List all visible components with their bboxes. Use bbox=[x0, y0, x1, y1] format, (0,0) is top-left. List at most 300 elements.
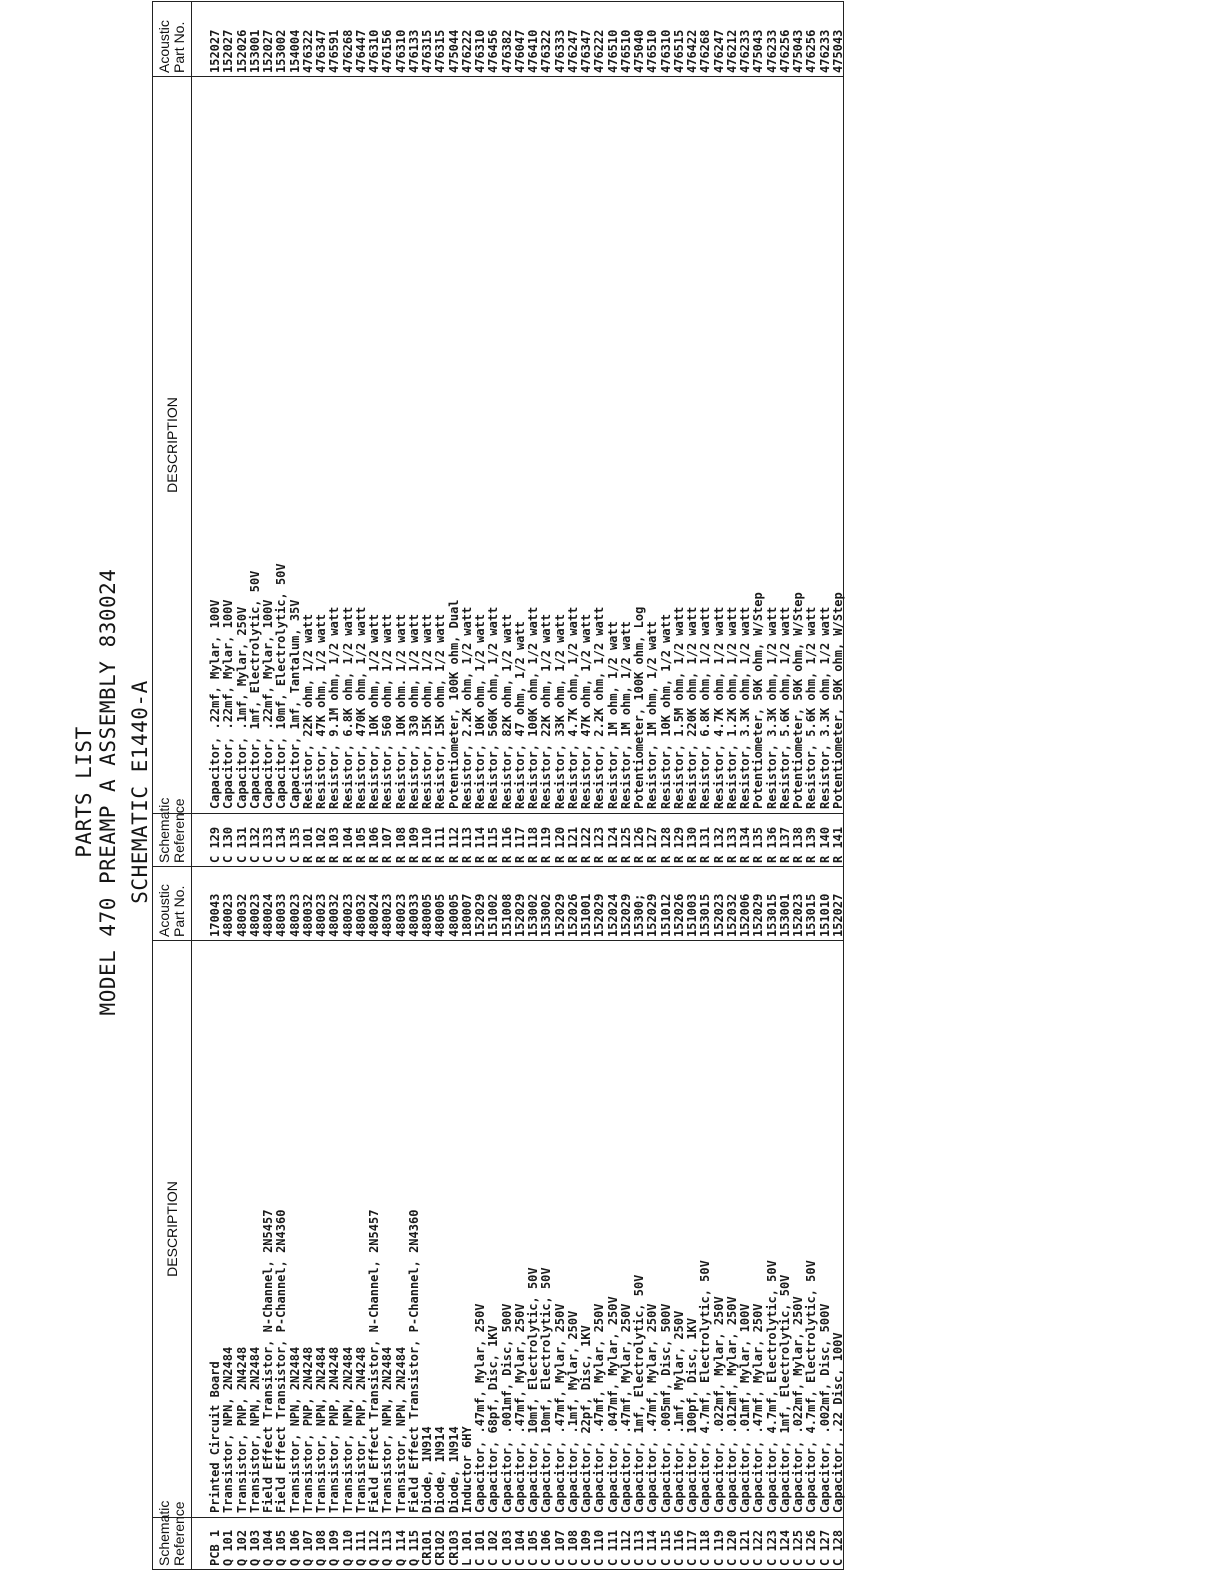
cell-description: Transistor, NPN, 2N2484 bbox=[340, 1346, 355, 1513]
cell-description: Transistor, PNP, 2N4248 bbox=[327, 1346, 342, 1513]
cell-reference: R 119 bbox=[539, 826, 554, 863]
table-row bbox=[726, 2, 739, 866]
cell-description: Capacitor, .47mf, Mylar, 250V bbox=[645, 1303, 660, 1513]
table-row bbox=[686, 2, 699, 866]
table-row bbox=[328, 866, 341, 1569]
cell-reference: R 135 bbox=[751, 826, 766, 863]
cell-description: Capacitor, 1mf, Tantalum, 35V bbox=[287, 599, 302, 809]
cell-description: Capacitor, .01mf, Mylar, 100V bbox=[738, 1303, 752, 1513]
table-row bbox=[832, 866, 845, 1569]
table-row bbox=[315, 866, 328, 1569]
cell-reference: C 118 bbox=[698, 1529, 713, 1566]
table-row bbox=[262, 866, 275, 1569]
cell-description: Field Effect Transistor, P-Channel, 2N4360 bbox=[406, 1209, 421, 1513]
table-row bbox=[487, 2, 500, 866]
cell-description: Resistor, 10K ohm. 1/2 watt bbox=[393, 613, 408, 809]
cell-description: Resistor, 560K ohm, 1/2 watt bbox=[486, 606, 501, 809]
cell-part-no: 476510 bbox=[605, 29, 620, 73]
header-schematic-reference: Schematic Reference bbox=[156, 797, 187, 863]
cell-description: Capacitor, 68pf, Disc, 1KV bbox=[486, 1325, 501, 1513]
cell-description: Resistor, 9.1M ohm, 1/2 watt bbox=[327, 606, 342, 809]
table-row bbox=[434, 2, 447, 866]
cell-description: Capacitor, .47mf, Mylar, 250V bbox=[592, 1303, 607, 1513]
table-row bbox=[262, 2, 275, 866]
cell-part-no: 476333 bbox=[552, 29, 567, 73]
parts-table-left bbox=[152, 865, 844, 1570]
cell-reference: CR101 bbox=[420, 1529, 434, 1566]
table-row bbox=[487, 866, 500, 1569]
cell-description: Transistor, NPN, 2N2484 bbox=[380, 1346, 395, 1513]
cell-part-no: 476133 bbox=[406, 29, 421, 73]
table-row bbox=[713, 2, 726, 866]
cell-part-no: 152026 bbox=[565, 893, 580, 937]
cell-part-no: 476247 bbox=[711, 29, 726, 73]
cell-reference: C 111 bbox=[605, 1529, 620, 1566]
cell-reference: R 134 bbox=[738, 826, 752, 863]
cell-description: Resistor, 560 ohm, 1/2 watt bbox=[380, 613, 395, 809]
cell-part-no: 152024 bbox=[605, 893, 620, 937]
cell-description: Capacitor, .005mf, Disc, 500V bbox=[658, 1303, 673, 1513]
table-row bbox=[739, 866, 752, 1569]
cell-part-no: 152029 bbox=[618, 893, 633, 937]
cell-part-no: 475043 bbox=[751, 29, 766, 73]
cell-part-no: 476315 bbox=[420, 29, 434, 73]
cell-description: Resistor, 1M ohm, 1/2 watt bbox=[645, 621, 660, 809]
table-row bbox=[381, 866, 394, 1569]
cell-part-no: 151003 bbox=[685, 893, 699, 937]
cell-description: Capacitor, 100pf, Disc, 1KV bbox=[685, 1317, 699, 1513]
cell-reference: C 122 bbox=[751, 1529, 766, 1566]
cell-description: Resistor, 47K ohm, 1/2 watt bbox=[314, 613, 328, 809]
cell-description: Capacitor, .001mf, Disc, 500V bbox=[499, 1303, 514, 1513]
cell-reference: R 101 bbox=[300, 826, 315, 863]
cell-description: Resistor, 4.7K ohm, 1/2 watt bbox=[565, 606, 580, 809]
cell-reference: C 105 bbox=[526, 1529, 540, 1566]
cell-description: Resistor, 6.8K ohm, 1/2 watt bbox=[340, 606, 355, 809]
cell-part-no: 480032 bbox=[300, 893, 315, 937]
cell-description: Capacitor, 4.7mf, Electrolytic, 50V bbox=[764, 1260, 779, 1513]
cell-description: Capacitor, .1mf, Mylar, 250V bbox=[565, 1310, 580, 1513]
cell-description: Transistor, PNP, 2N4248 bbox=[353, 1346, 368, 1513]
cell-description: Field Effect Transistor, N-Channel, 2N5457 bbox=[367, 1209, 381, 1513]
cell-reference: PCB 1 bbox=[208, 1529, 222, 1566]
cell-part-no: 480005 bbox=[433, 893, 448, 937]
cell-reference: Q 101 bbox=[221, 1529, 236, 1566]
cell-part-no: 153015 bbox=[804, 893, 819, 937]
table-row bbox=[514, 866, 527, 1569]
cell-part-no: 152029 bbox=[512, 893, 527, 937]
cell-description: Capacitor, 4.7mf, Electrolytic, 50V bbox=[804, 1260, 819, 1513]
cell-reference: C 124 bbox=[777, 1529, 792, 1566]
cell-part-no: 476256 bbox=[804, 29, 819, 73]
cell-description: Transistor, NPN, 2N2484 bbox=[393, 1346, 408, 1513]
cell-description: Resistor, 220K ohm, 1/2 watt bbox=[685, 606, 699, 809]
table-row bbox=[222, 866, 235, 1569]
cell-reference: R 110 bbox=[420, 826, 434, 863]
cell-description: Resistor, 330 ohm, 1/2 watt bbox=[406, 613, 421, 809]
cell-description: Resistor, 2.2K ohm, 1/2 watt bbox=[592, 606, 607, 809]
cell-part-no: 152027 bbox=[221, 29, 236, 73]
cell-reference: R 105 bbox=[353, 826, 368, 863]
cell-description: Capacitor, 1mf, Electrolytic, 50V bbox=[632, 1274, 646, 1513]
cell-description: Resistor, 470K ohm, 1/2 watt bbox=[353, 606, 368, 809]
cell-reference: R 122 bbox=[579, 826, 593, 863]
cell-reference: Q 107 bbox=[300, 1529, 315, 1566]
cell-description: Resistor, 2.2K ohm, 1/2 watt bbox=[459, 606, 474, 809]
cell-reference: R 108 bbox=[393, 826, 408, 863]
cell-description: Resistor, 6.8K ohm, 1/2 watt bbox=[698, 606, 713, 809]
cell-description: Capacitor, .1mf, Mylar, 250V bbox=[671, 1310, 686, 1513]
cell-description: Diode, 1N914 bbox=[433, 1426, 448, 1513]
cell-reference: R 112 bbox=[446, 826, 461, 863]
cell-reference: C 127 bbox=[817, 1529, 832, 1566]
table-row bbox=[567, 866, 580, 1569]
cell-reference: C 110 bbox=[592, 1529, 607, 1566]
cell-description: Capacitor, .22mf, Mylar, 100V bbox=[208, 599, 222, 809]
cell-description: Diode, 1N914 bbox=[446, 1426, 461, 1513]
cell-part-no: 476310 bbox=[473, 29, 487, 73]
cell-reference: R 114 bbox=[473, 826, 487, 863]
cell-description: Transistor, NPN, 2N2484 bbox=[221, 1346, 236, 1513]
cell-description: Capacitor, .47mf, Mylar, 250V bbox=[512, 1303, 527, 1513]
table-row bbox=[726, 866, 739, 1569]
table-row bbox=[474, 866, 487, 1569]
cell-part-no: 476382 bbox=[499, 29, 514, 73]
cell-part-no: 480024 bbox=[261, 893, 275, 937]
cell-reference: R 109 bbox=[406, 826, 421, 863]
table-row bbox=[395, 866, 408, 1569]
table-row bbox=[289, 866, 302, 1569]
cell-description: Transistor, PNP, 2N4248 bbox=[234, 1346, 249, 1513]
table-row bbox=[646, 866, 659, 1569]
table-row bbox=[607, 866, 620, 1569]
cell-description: Capacitor, 10mf, Electrolytic, 50V bbox=[274, 563, 289, 809]
cell-part-no: 151008 bbox=[499, 893, 514, 937]
cell-reference: R 102 bbox=[314, 826, 328, 863]
cell-part-no: 480032 bbox=[327, 893, 342, 937]
cell-reference: R 138 bbox=[791, 826, 805, 863]
cell-reference: C 116 bbox=[671, 1529, 686, 1566]
cell-part-no: 480033 bbox=[406, 893, 421, 937]
cell-reference: R 132 bbox=[711, 826, 726, 863]
table-row bbox=[501, 2, 514, 866]
cell-part-no: 480024 bbox=[367, 893, 381, 937]
cell-reference: R 125 bbox=[618, 826, 633, 863]
cell-description: Potentiometer, 100K ohm, Log bbox=[632, 606, 646, 809]
cell-part-no: 476322 bbox=[539, 29, 554, 73]
table-row bbox=[514, 2, 527, 866]
cell-description: Capacitor, .22 Disc, 100V bbox=[830, 1332, 845, 1513]
table-row bbox=[792, 2, 805, 866]
cell-description: Capacitor, .022mf, Mylar, 250V bbox=[711, 1296, 726, 1513]
table-row bbox=[540, 2, 553, 866]
cell-reference: L 101 bbox=[459, 1529, 474, 1566]
cell-part-no: 180007 bbox=[459, 893, 474, 937]
cell-reference: Q 114 bbox=[393, 1529, 408, 1566]
table-row bbox=[580, 2, 593, 866]
cell-part-no: 476322 bbox=[300, 29, 315, 73]
cell-reference: Q 108 bbox=[314, 1529, 328, 1566]
cell-description: Capacitor, .47mf, Mylar, 250V bbox=[751, 1303, 766, 1513]
cell-reference: C 112 bbox=[618, 1529, 633, 1566]
cell-part-no: 480032 bbox=[353, 893, 368, 937]
cell-reference: Q 106 bbox=[287, 1529, 302, 1566]
cell-part-no: 476222 bbox=[592, 29, 607, 73]
cell-description: Capacitor, 10mf, Electrolytic, 50V bbox=[539, 1267, 554, 1513]
table-row bbox=[342, 2, 355, 866]
cell-description: Field Effect Transistor, N-Channel, 2N5457 bbox=[261, 1209, 275, 1513]
cell-description: Capacitor, .1mf, Mylar, 250V bbox=[234, 606, 249, 809]
table-row bbox=[779, 2, 792, 866]
cell-reference: C 115 bbox=[658, 1529, 673, 1566]
table-row bbox=[580, 866, 593, 1569]
table-body bbox=[209, 2, 845, 866]
cell-description: Resistor, 3.3K ohm, 1/2 watt bbox=[738, 606, 752, 809]
header-description: DESCRIPTION bbox=[163, 1181, 180, 1277]
cell-reference: R 120 bbox=[552, 826, 567, 863]
table-row bbox=[421, 2, 434, 866]
cell-reference: Q 112 bbox=[367, 1529, 381, 1566]
cell-part-no: 476212 bbox=[724, 29, 739, 73]
table-row bbox=[461, 2, 474, 866]
cell-reference: R 104 bbox=[340, 826, 355, 863]
cell-reference: C 134 bbox=[274, 826, 289, 863]
cell-reference: R 106 bbox=[367, 826, 381, 863]
cell-part-no: 152029 bbox=[645, 893, 660, 937]
cell-reference: C 119 bbox=[711, 1529, 726, 1566]
cell-part-no: 476233 bbox=[738, 29, 752, 73]
cell-part-no: 476456 bbox=[486, 29, 501, 73]
cell-reference: R 124 bbox=[605, 826, 620, 863]
header-part-no: Acoustic Part No. bbox=[156, 20, 187, 73]
table-row bbox=[713, 866, 726, 1569]
cell-reference: Q 105 bbox=[274, 1529, 289, 1566]
cell-part-no: 154004 bbox=[287, 29, 302, 73]
cell-part-no: 476422 bbox=[685, 29, 699, 73]
cell-reference: C 123 bbox=[764, 1529, 779, 1566]
table-row bbox=[739, 2, 752, 866]
cell-reference: C 103 bbox=[499, 1529, 514, 1566]
cell-part-no: 476256 bbox=[777, 29, 792, 73]
cell-description: Resistor, 4.7K ohm, 1/2 watt bbox=[711, 606, 726, 809]
table-row bbox=[593, 2, 606, 866]
cell-part-no: 480023 bbox=[287, 893, 302, 937]
cell-part-no: 152032 bbox=[724, 893, 739, 937]
table-row bbox=[302, 866, 315, 1569]
cell-reference: C 102 bbox=[486, 1529, 501, 1566]
assembly-title: MODEL 470 PREAMP A ASSEMBLY 830024 bbox=[96, 568, 120, 1016]
schematic-title: SCHEMATIC E1440-A bbox=[128, 680, 152, 904]
cell-description: Resistor, 47 ohm, 1/2 watt bbox=[512, 621, 527, 809]
cell-description: Field Effect Transistor, P-Channel, 2N4360 bbox=[274, 1209, 289, 1513]
parts-table-right bbox=[152, 1, 844, 867]
cell-description: Resistor, 1M ohm, 1/2 watt bbox=[605, 621, 620, 809]
cell-description: Resistor, 47K ohm, 1/2 watt bbox=[579, 613, 593, 809]
cell-part-no: 475044 bbox=[446, 29, 461, 73]
table-row bbox=[408, 2, 421, 866]
table-row bbox=[646, 2, 659, 866]
table-row bbox=[660, 2, 673, 866]
table-row bbox=[222, 2, 235, 866]
cell-part-no: 15300; bbox=[632, 893, 646, 937]
cell-part-no: 480023 bbox=[393, 893, 408, 937]
cell-part-no: 480023 bbox=[221, 893, 236, 937]
table-row bbox=[792, 866, 805, 1569]
cell-part-no: 476515 bbox=[671, 29, 686, 73]
cell-description: Capacitor, .012mf, Mylar, 250V bbox=[724, 1296, 739, 1513]
cell-part-no: 152029 bbox=[592, 893, 607, 937]
cell-description: Capacitor, .47mf, Mylar, 250V bbox=[618, 1303, 633, 1513]
table-row bbox=[673, 866, 686, 1569]
table-row bbox=[620, 866, 633, 1569]
table-row bbox=[567, 2, 580, 866]
cell-description: Transistor, NPN, 2N2484 bbox=[247, 1346, 262, 1513]
cell-description: Resistor, 22K ohm, 1/2 watt bbox=[300, 613, 315, 809]
doc-title: PARTS LIST bbox=[72, 726, 96, 858]
cell-reference: Q 103 bbox=[247, 1529, 262, 1566]
cell-reference: C 128 bbox=[830, 1529, 845, 1566]
cell-part-no: 476247 bbox=[565, 29, 580, 73]
cell-part-no: 476410 bbox=[526, 29, 540, 73]
cell-description: Potentiometer, 50K ohm, W/Step bbox=[751, 592, 766, 809]
cell-part-no: 152023 bbox=[791, 893, 805, 937]
cell-reference: C 108 bbox=[565, 1529, 580, 1566]
table-row bbox=[368, 2, 381, 866]
cell-part-no: 475040 bbox=[632, 29, 646, 73]
cell-reference: C 104 bbox=[512, 1529, 527, 1566]
table-row bbox=[236, 866, 249, 1569]
table-row bbox=[766, 866, 779, 1569]
cell-description: Resistor, 15K ohm, 1/2 watt bbox=[433, 613, 448, 809]
cell-part-no: 170043 bbox=[208, 893, 222, 937]
cell-description: Capacitor, .47mf, Mylar, 250V bbox=[552, 1303, 567, 1513]
cell-reference: R 103 bbox=[327, 826, 342, 863]
cell-part-no: 153002 bbox=[526, 893, 540, 937]
table-row bbox=[342, 866, 355, 1569]
cell-description: Capacitor, .47mf, Mylar, 250V bbox=[473, 1303, 487, 1513]
table-row bbox=[249, 2, 262, 866]
cell-description: Transistor, NPN, 2N2484 bbox=[314, 1346, 328, 1513]
cell-reference: CR102 bbox=[433, 1529, 448, 1566]
cell-part-no: 476510 bbox=[618, 29, 633, 73]
cell-reference: R 107 bbox=[380, 826, 395, 863]
table-row bbox=[448, 866, 461, 1569]
header-description: DESCRIPTION bbox=[163, 397, 180, 493]
cell-reference: C 125 bbox=[791, 1529, 805, 1566]
cell-reference: R 140 bbox=[817, 826, 832, 863]
table-row bbox=[381, 2, 394, 866]
table-row bbox=[832, 2, 845, 866]
table-row bbox=[395, 2, 408, 866]
cell-part-no: 151001 bbox=[579, 893, 593, 937]
cell-part-no: 153002 bbox=[274, 29, 289, 73]
table-row bbox=[209, 866, 222, 1569]
table-row bbox=[633, 2, 646, 866]
cell-description: Capacitor, .22mf, Mylar, 100V bbox=[261, 599, 275, 809]
table-row bbox=[236, 2, 249, 866]
cell-reference: C 130 bbox=[221, 826, 236, 863]
table-row bbox=[421, 866, 434, 1569]
cell-reference: C 131 bbox=[234, 826, 249, 863]
cell-reference: R 118 bbox=[526, 826, 540, 863]
cell-part-no: 476310 bbox=[658, 29, 673, 73]
table-row bbox=[527, 2, 540, 866]
table-row bbox=[448, 2, 461, 866]
cell-reference: C 114 bbox=[645, 1529, 660, 1566]
cell-reference: R 129 bbox=[671, 826, 686, 863]
cell-description: Inductor 6HY bbox=[459, 1426, 474, 1513]
table-row bbox=[673, 2, 686, 866]
table-body bbox=[209, 866, 845, 1569]
table-row bbox=[554, 2, 567, 866]
cell-reference: R 116 bbox=[499, 826, 514, 863]
cell-reference: R 130 bbox=[685, 826, 699, 863]
cell-part-no: 476310 bbox=[393, 29, 408, 73]
table-row bbox=[501, 866, 514, 1569]
cell-description: Resistor, 10K ohm, 1/2 watt bbox=[658, 613, 673, 809]
cell-description: Resistor, 15K ohm, 1/2 watt bbox=[420, 613, 434, 809]
cell-description: Resistor, 33K ohm, 1/2 watt bbox=[552, 613, 567, 809]
cell-part-no: 153001 bbox=[247, 29, 262, 73]
cell-reference: Q 110 bbox=[340, 1529, 355, 1566]
cell-reference: R 127 bbox=[645, 826, 660, 863]
table-row bbox=[368, 866, 381, 1569]
cell-description: Capacitor, .047mf, Mylar, 250V bbox=[605, 1296, 620, 1513]
table-row bbox=[819, 2, 832, 866]
cell-part-no: 152006 bbox=[738, 893, 752, 937]
cell-reference: Q 113 bbox=[380, 1529, 395, 1566]
cell-reference: Q 111 bbox=[353, 1529, 368, 1566]
header-schematic-reference: Schematic Reference bbox=[156, 1500, 187, 1566]
cell-part-no: 476310 bbox=[367, 29, 381, 73]
cell-reference: R 136 bbox=[764, 826, 779, 863]
cell-reference: Q 104 bbox=[261, 1529, 275, 1566]
cell-part-no: 476591 bbox=[327, 29, 342, 73]
cell-reference: R 113 bbox=[459, 826, 474, 863]
cell-reference: R 133 bbox=[724, 826, 739, 863]
table-row bbox=[275, 866, 288, 1569]
cell-reference: C 135 bbox=[287, 826, 302, 863]
cell-description: Resistor, 10K ohm, 1/2 watt bbox=[473, 613, 487, 809]
cell-reference: R 137 bbox=[777, 826, 792, 863]
cell-part-no: 476347 bbox=[314, 29, 328, 73]
table-row bbox=[540, 866, 553, 1569]
table-row bbox=[474, 2, 487, 866]
cell-part-no: 480023 bbox=[380, 893, 395, 937]
cell-part-no: 152029 bbox=[552, 893, 567, 937]
table-row bbox=[434, 866, 447, 1569]
cell-part-no: 480033 bbox=[274, 893, 289, 937]
cell-part-no: 476233 bbox=[764, 29, 779, 73]
cell-description: Transistor, NPN, 2N2484 bbox=[287, 1346, 302, 1513]
cell-description: Resistor, 82K ohm, 1/2 watt bbox=[499, 613, 514, 809]
cell-description: Capacitor, .002mf, Disc, 500V bbox=[817, 1303, 832, 1513]
cell-description: Resistor, 1.2K ohm, 1/2 watt bbox=[724, 606, 739, 809]
cell-reference: R 111 bbox=[433, 826, 448, 863]
cell-description: Potentiometer, 50K ohm, W/Step bbox=[830, 592, 845, 809]
table-row bbox=[275, 2, 288, 866]
cell-part-no: 476268 bbox=[340, 29, 355, 73]
cell-description: Resistor, 3.3K ohm, 1/2 watt bbox=[764, 606, 779, 809]
table-row bbox=[328, 2, 341, 866]
cell-part-no: 151012 bbox=[658, 893, 673, 937]
table-row bbox=[607, 2, 620, 866]
cell-description: Resistor, 22K ohm, 1/2 watt bbox=[539, 613, 554, 809]
table-row bbox=[805, 2, 818, 866]
cell-description: Resistor, 1M ohm, 1/2 watt bbox=[618, 621, 633, 809]
cell-reference: R 121 bbox=[565, 826, 580, 863]
cell-part-no: 476047 bbox=[512, 29, 527, 73]
